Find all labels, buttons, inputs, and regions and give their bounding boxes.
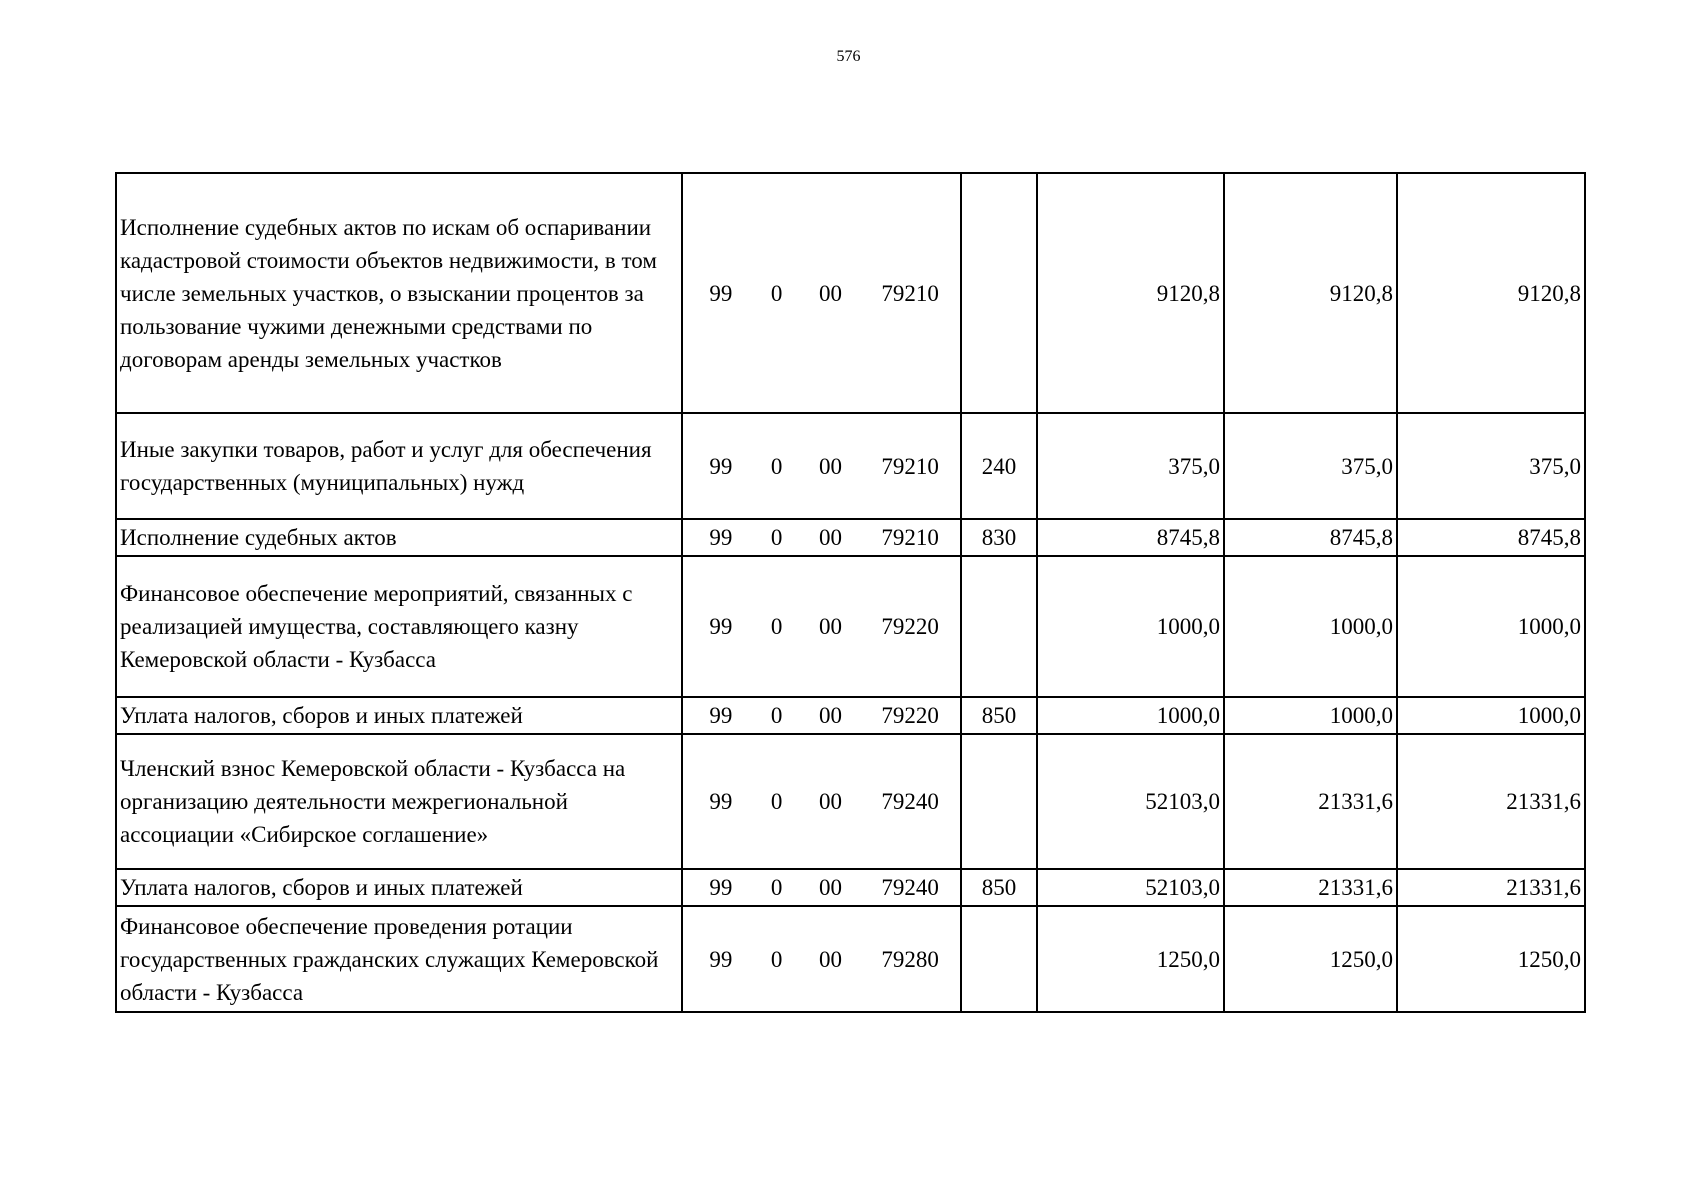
program-code: 99 — [709, 525, 733, 550]
program-code: 99 — [709, 280, 733, 306]
row-name: Финансовое обеспечение проведения ротации государственных гражданских служащих Кемеровской области - Кузбасса — [116, 906, 682, 1012]
page-number: 576 — [836, 48, 861, 65]
amount-year-1: 8745,8 — [1037, 519, 1224, 556]
direction-code: 00 — [818, 280, 842, 306]
amount-year-3: 375,0 — [1397, 413, 1585, 519]
row-codes — [682, 697, 961, 734]
subprogram-code: 0 — [770, 525, 783, 550]
expense-code: 79210 — [881, 280, 939, 306]
row-codes — [682, 173, 961, 413]
table-row — [116, 906, 1585, 1012]
expense-code: 79220 — [881, 614, 939, 639]
subprogram-code: 0 — [770, 946, 783, 972]
table-row — [116, 413, 1585, 519]
expense-code: 79240 — [881, 789, 939, 814]
program-code: 99 — [709, 789, 733, 814]
row-codes — [682, 413, 961, 519]
row-codes — [682, 906, 961, 1012]
row-name: Исполнение судебных актов — [116, 519, 682, 556]
budget-table-body — [116, 173, 1585, 1012]
amount-year-1: 375,0 — [1037, 413, 1224, 519]
subprogram-code: 0 — [770, 703, 783, 728]
expense-code: 79210 — [881, 453, 939, 479]
row-name: Уплата налогов, сборов и иных платежей — [116, 869, 682, 906]
table-row — [116, 519, 1585, 556]
program-code: 99 — [709, 453, 733, 479]
subprogram-code: 0 — [770, 280, 783, 306]
row-name: Членский взнос Кемеровской области - Кузбасса на организацию деятельности межрегиональной ассоциации «Сибирское соглашение» — [116, 734, 682, 869]
amount-year-1: 1000,0 — [1037, 556, 1224, 697]
amount-year-1: 1250,0 — [1037, 906, 1224, 1012]
amount-year-2: 1000,0 — [1224, 697, 1397, 734]
amount-year-3: 1250,0 — [1397, 906, 1585, 1012]
program-code: 99 — [709, 946, 733, 972]
amount-year-2: 1000,0 — [1224, 556, 1397, 697]
row-name: Иные закупки товаров, работ и услуг для обеспечения государственных (муниципальных) нужд — [116, 413, 682, 519]
direction-code: 00 — [818, 703, 842, 728]
expense-code: 79280 — [881, 946, 939, 972]
subprogram-code: 0 — [770, 789, 783, 814]
row-codes — [682, 869, 961, 906]
expense-type-code: 850 — [961, 869, 1037, 906]
subprogram-code: 0 — [770, 614, 783, 639]
expense-type-code: 830 — [961, 519, 1037, 556]
program-code: 99 — [709, 614, 733, 639]
amount-year-3: 21331,6 — [1397, 869, 1585, 906]
amount-year-3: 21331,6 — [1397, 734, 1585, 869]
expense-type-code — [961, 906, 1037, 1012]
row-codes — [682, 556, 961, 697]
amount-year-1: 9120,8 — [1037, 173, 1224, 413]
row-codes — [682, 734, 961, 869]
row-name: Финансовое обеспечение мероприятий, связанных с реализацией имущества, составляющего казну Кемеровской области - Кузбасса — [116, 556, 682, 697]
amount-year-3: 8745,8 — [1397, 519, 1585, 556]
row-codes — [682, 519, 961, 556]
table-row — [116, 697, 1585, 734]
expense-type-code — [961, 556, 1037, 697]
expense-type-code — [961, 173, 1037, 413]
expense-type-code: 240 — [961, 413, 1037, 519]
table-row — [116, 734, 1585, 869]
expense-code: 79220 — [881, 703, 939, 728]
direction-code: 00 — [818, 453, 842, 479]
table-row — [116, 556, 1585, 697]
amount-year-2: 375,0 — [1224, 413, 1397, 519]
expense-type-code — [961, 734, 1037, 869]
expense-type-code: 850 — [961, 697, 1037, 734]
amount-year-3: 9120,8 — [1397, 173, 1585, 413]
amount-year-2: 1250,0 — [1224, 906, 1397, 1012]
amount-year-3: 1000,0 — [1397, 697, 1585, 734]
subprogram-code: 0 — [770, 453, 783, 479]
table-row — [116, 173, 1585, 413]
direction-code: 00 — [818, 875, 842, 900]
row-name: Исполнение судебных актов по искам об оспаривании кадастровой стоимости объектов недвижимости, в том числе земельных участков, о взыскании процентов за пользование чужими денежными средствами по договорам аренды земельных участков — [116, 173, 682, 413]
amount-year-1: 52103,0 — [1037, 869, 1224, 906]
amount-year-1: 52103,0 — [1037, 734, 1224, 869]
expense-code: 79240 — [881, 875, 939, 900]
program-code: 99 — [709, 703, 733, 728]
expense-code: 79210 — [881, 525, 939, 550]
amount-year-2: 9120,8 — [1224, 173, 1397, 413]
program-code: 99 — [709, 875, 733, 900]
amount-year-2: 8745,8 — [1224, 519, 1397, 556]
amount-year-2: 21331,6 — [1224, 869, 1397, 906]
table-row — [116, 869, 1585, 906]
budget-table — [115, 172, 1586, 1013]
direction-code: 00 — [818, 946, 842, 972]
amount-year-3: 1000,0 — [1397, 556, 1585, 697]
subprogram-code: 0 — [770, 875, 783, 900]
row-name: Уплата налогов, сборов и иных платежей — [116, 697, 682, 734]
direction-code: 00 — [818, 789, 842, 814]
amount-year-1: 1000,0 — [1037, 697, 1224, 734]
direction-code: 00 — [818, 525, 842, 550]
amount-year-2: 21331,6 — [1224, 734, 1397, 869]
direction-code: 00 — [818, 614, 842, 639]
